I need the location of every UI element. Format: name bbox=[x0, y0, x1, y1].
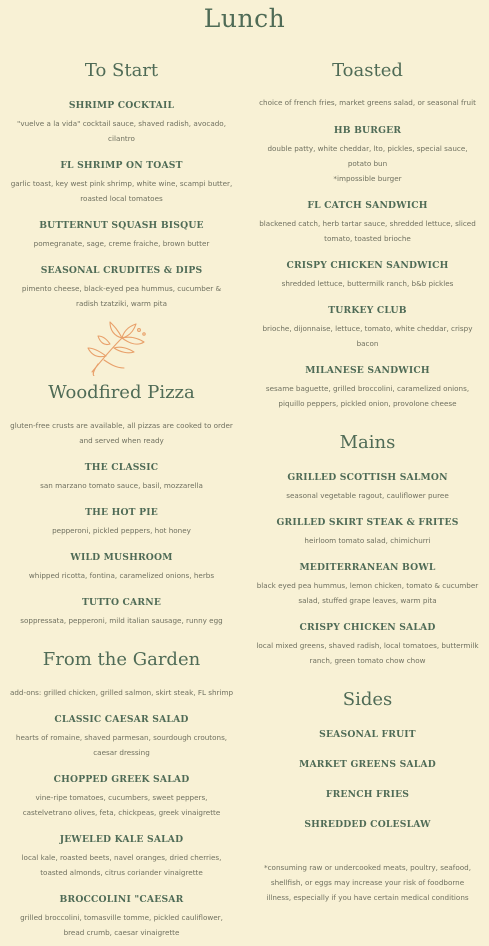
item-name: CHOPPED GREEK SALAD bbox=[53, 774, 190, 785]
menu-item bbox=[4, 551, 239, 583]
item-name: JEWELED KALE SALAD bbox=[59, 834, 184, 845]
section-heading-mains: Mains bbox=[339, 432, 396, 453]
item-description: pimento cheese, black-eyed pea hummus, cucumber & radish tzatziki, warm pita bbox=[21, 284, 222, 308]
section-heading-toasted: Toasted bbox=[332, 60, 403, 81]
item-name: THE CLASSIC bbox=[84, 462, 159, 473]
side-item bbox=[250, 818, 485, 832]
item-description: heirloom tomato salad, chimichurri bbox=[304, 536, 431, 545]
section-heading-to-start: To Start bbox=[84, 60, 159, 81]
item-name: MEDITERRANEAN BOWL bbox=[299, 562, 436, 573]
item-name: BUTTERNUT SQUASH BISQUE bbox=[39, 220, 204, 231]
item-name: TUTTO CARNE bbox=[81, 597, 162, 608]
menu-item bbox=[250, 124, 485, 186]
menu-item bbox=[4, 893, 239, 940]
item-name: FRENCH FRIES bbox=[325, 789, 410, 800]
menu-item bbox=[4, 461, 239, 493]
menu-item bbox=[250, 364, 485, 411]
pizza-note: gluten-free crusts are available, all pizzas are cooked to order and served when ready bbox=[10, 421, 233, 445]
item-name: HB BURGER bbox=[333, 125, 402, 136]
menu-item bbox=[250, 561, 485, 608]
flower-sprig-icon bbox=[84, 320, 150, 376]
item-description: hearts of romaine, shaved parmesan, sourdough croutons, caesar dressing bbox=[15, 733, 228, 757]
item-name: GRILLED SCOTTISH SALMON bbox=[287, 472, 448, 483]
item-description: shredded lettuce, buttermilk ranch, b&b pickles bbox=[281, 279, 454, 288]
item-note: *impossible burger bbox=[333, 174, 402, 183]
menu-item bbox=[250, 304, 485, 351]
item-name: SEASONAL FRUIT bbox=[319, 729, 416, 740]
item-name: TURKEY CLUB bbox=[328, 305, 407, 316]
menu-title: Lunch bbox=[203, 4, 286, 33]
menu-item bbox=[4, 159, 239, 206]
toasted-note: choice of french fries, market greens salad, or seasonal fruit bbox=[259, 98, 476, 107]
item-name: GRILLED SKIRT STEAK & FRITES bbox=[276, 517, 459, 528]
item-description: double patty, white cheddar, lto, pickles, special sauce, potato bun bbox=[267, 144, 468, 168]
menu-item bbox=[4, 99, 239, 146]
item-name: BROCCOLINI "CAESAR bbox=[59, 894, 184, 905]
item-description: brioche, dijonnaise, lettuce, tomato, white cheddar, crispy bacon bbox=[262, 324, 473, 348]
menu-item bbox=[4, 219, 239, 251]
item-description: garlic toast, key west pink shrimp, white wine, scampi butter, roasted local tomatoes bbox=[10, 179, 233, 203]
menu-item bbox=[4, 596, 239, 628]
section-heading-pizza: Woodfired Pizza bbox=[48, 382, 195, 403]
item-description: seasonal vegetable ragout, cauliflower puree bbox=[286, 491, 449, 500]
menu-item bbox=[250, 259, 485, 291]
item-name: SHREDDED COLESLAW bbox=[304, 819, 431, 830]
menu-item bbox=[4, 833, 239, 880]
menu-item bbox=[250, 621, 485, 668]
item-name: SEASONAL CRUDITES & DIPS bbox=[40, 265, 203, 276]
item-name: MARKET GREENS SALAD bbox=[299, 759, 436, 770]
item-name: CRISPY CHICKEN SALAD bbox=[299, 622, 436, 633]
item-description: sesame baguette, grilled broccolini, caramelized onions, piquillo peppers, pickled onion, provolone cheese bbox=[265, 384, 470, 408]
item-name: FL CATCH SANDWICH bbox=[307, 200, 428, 211]
menu-item bbox=[4, 506, 239, 538]
item-description: local kale, roasted beets, navel oranges, dried cherries, toasted almonds, citrus coriander vinaigrette bbox=[21, 853, 222, 877]
item-name: MILANESE SANDWICH bbox=[305, 365, 430, 376]
item-description: soppressata, pepperoni, mild italian sausage, runny egg bbox=[20, 616, 223, 625]
item-name: CLASSIC CAESAR SALAD bbox=[54, 714, 189, 725]
item-description: san marzano tomato sauce, basil, mozzarella bbox=[40, 481, 203, 490]
side-item bbox=[250, 728, 485, 742]
item-name: WILD MUSHROOM bbox=[70, 552, 173, 563]
menu-item bbox=[250, 199, 485, 246]
item-name: FL SHRIMP ON TOAST bbox=[60, 160, 183, 171]
item-description: whipped ricotta, fontina, caramelized onions, herbs bbox=[28, 571, 215, 580]
menu-item bbox=[250, 516, 485, 548]
item-name: SHRIMP COCKTAIL bbox=[68, 100, 175, 111]
section-heading-sides: Sides bbox=[342, 689, 393, 710]
item-description: local mixed greens, shaved radish, local tomatoes, buttermilk ranch, green tomato chow chow bbox=[256, 641, 479, 665]
item-description: vine-ripe tomatoes, cucumbers, sweet peppers, castelvetrano olives, feta, chickpeas, greek vinaigrette bbox=[22, 793, 221, 817]
item-description: pepperoni, pickled peppers, hot honey bbox=[52, 526, 191, 535]
menu-item bbox=[4, 773, 239, 820]
menu-item bbox=[250, 471, 485, 503]
side-item bbox=[250, 758, 485, 772]
disclaimer: *consuming raw or undercooked meats, poultry, seafood, shellfish, or eggs may increase your risk of foodborne illness, especially if you have certain medical conditions bbox=[264, 863, 471, 902]
menu-item bbox=[4, 713, 239, 760]
item-description: "vuelve a la vida" cocktail sauce, shaved radish, avocado, cilantro bbox=[17, 119, 226, 143]
item-description: black eyed pea hummus, lemon chicken, tomato & cucumber salad, stuffed grape leaves, warm pita bbox=[256, 581, 479, 605]
item-name: CRISPY CHICKEN SANDWICH bbox=[286, 260, 449, 271]
item-description: blackened catch, herb tartar sauce, shredded lettuce, sliced tomato, toasted brioche bbox=[259, 219, 476, 243]
section-heading-garden: From the Garden bbox=[42, 649, 201, 670]
item-name: THE HOT PIE bbox=[85, 507, 158, 518]
menu-item bbox=[4, 264, 239, 311]
item-description: grilled broccolini, tomasville tomme, pickled cauliflower, bread crumb, caesar vinaigrette bbox=[20, 913, 223, 937]
side-item bbox=[250, 788, 485, 802]
item-description: pomegranate, sage, creme fraiche, brown butter bbox=[33, 239, 210, 248]
garden-note: add-ons: grilled chicken, grilled salmon, skirt steak, FL shrimp bbox=[9, 688, 234, 697]
